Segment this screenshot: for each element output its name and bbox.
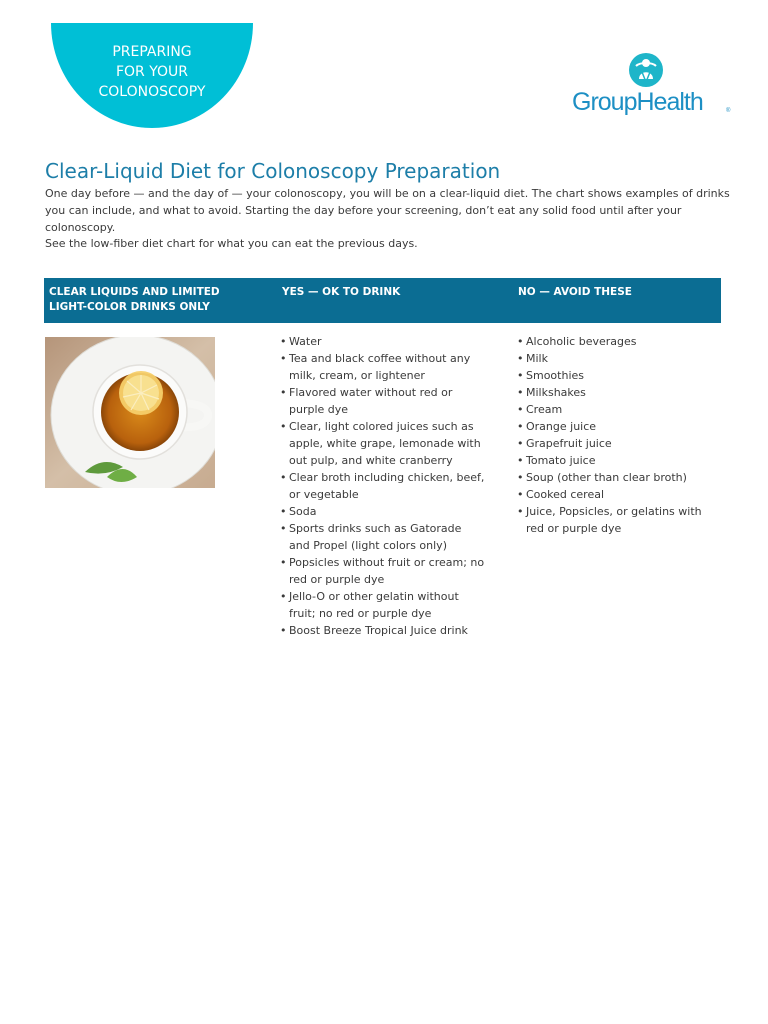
list-item: • Tomato juice (517, 452, 717, 469)
list-item: • Juice, Popsicles, or gelatins with red or purple dye (517, 503, 717, 537)
list-item: • Cooked cereal (517, 486, 717, 503)
list-item: • Soda (280, 503, 485, 520)
list-item: • Water (280, 333, 485, 350)
list-item: • Sports drinks such as Gatorade and Propel (light colors only) (280, 520, 485, 554)
header-clear-liquids: CLEAR LIQUIDS AND LIMITED LIGHT-COLOR DRINKS ONLY (49, 286, 220, 313)
list-item: • Clear, light colored juices such as apple, white grape, lemonade with out pulp, and white cranberry (280, 418, 485, 469)
header-yes: YES — OK TO DRINK (282, 286, 401, 298)
yes-list (280, 333, 485, 639)
banner-line: FOR YOUR (115, 64, 189, 80)
list-item: • Boost Breeze Tropical Juice drink (280, 622, 485, 639)
group-health-logo (568, 49, 738, 125)
no-list (517, 333, 717, 537)
list-item: • Flavored water without red or purple dye (280, 384, 485, 418)
list-item: • Smoothies (517, 367, 717, 384)
list-item: • Milk (517, 350, 717, 367)
list-item: • Clear broth including chicken, beef, or vegetable (280, 469, 485, 503)
intro-paragraph: One day before — and the day of — your colonoscopy, you will be on a clear-liquid diet. The chart shows examples of drinks you can include, and what to avoid. Starting the day before your screening, don’t eat any solid food until after your colonoscopy. (45, 187, 730, 234)
page-title: Clear-Liquid Diet for Colonoscopy Preparation (45, 159, 501, 183)
logo-text: GroupHealth (572, 88, 703, 116)
banner-line: COLONOSCOPY (98, 84, 206, 100)
table-header (44, 278, 721, 323)
tea-cup-photo (45, 337, 215, 488)
list-item: • Popsicles without fruit or cream; no red or purple dye (280, 554, 485, 588)
banner-line: PREPARING (112, 44, 192, 60)
list-item: • Jello-O or other gelatin without fruit; no red or purple dye (280, 588, 485, 622)
list-item: • Orange juice (517, 418, 717, 435)
list-item: • Soup (other than clear broth) (517, 469, 717, 486)
header-no: NO — AVOID THESE (518, 286, 632, 298)
list-item: • Tea and black coffee without any milk, cream, or lightener (280, 350, 485, 384)
list-item: • Milkshakes (517, 384, 717, 401)
list-item: • Grapefruit juice (517, 435, 717, 452)
list-item: • Alcoholic beverages (517, 333, 717, 350)
group-health-emblem-icon (628, 52, 664, 88)
section-banner (51, 23, 253, 128)
list-item: • Cream (517, 401, 717, 418)
low-fiber-reference: See the low-fiber diet chart for what you can eat the previous days. (45, 237, 418, 250)
registered-mark: ® (726, 108, 731, 114)
